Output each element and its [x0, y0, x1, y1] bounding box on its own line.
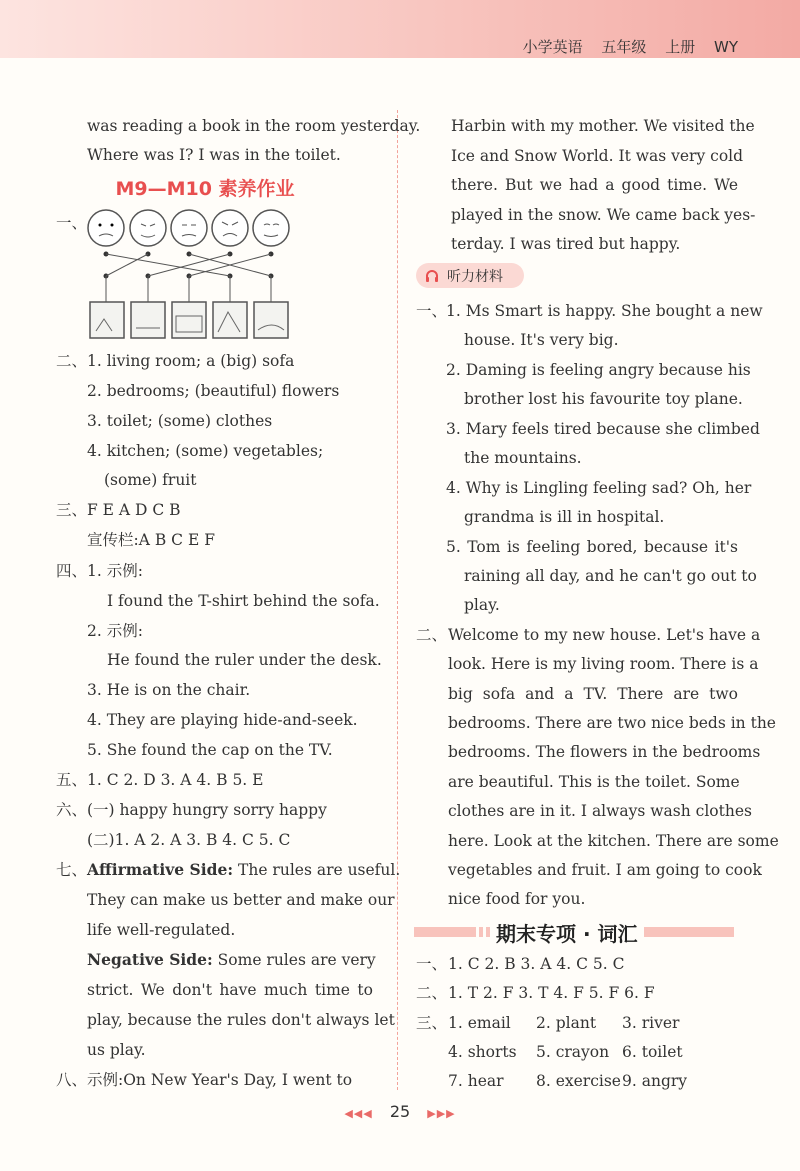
face-5 [253, 210, 289, 246]
header-grade: 五年级 [601, 38, 647, 56]
text-line: house. It's very big. [464, 331, 619, 349]
vocab-item: 7. hear [448, 1072, 504, 1090]
text-line: nice food for you. [448, 890, 586, 908]
text-line: 5. Tom is feeling bored, because it's [446, 538, 738, 556]
page-footer [0, 1102, 800, 1121]
answer-line: 4. They are playing hide-and-seek. [87, 711, 358, 729]
answer-line: 3. He is on the chair. [87, 681, 251, 699]
answer-line: us play. [87, 1041, 146, 1059]
vocab-item: 6. toilet [622, 1043, 683, 1061]
text-line: big sofa and a TV. There are two [448, 685, 738, 703]
picture-5 [254, 302, 288, 338]
text-line: vegetables and fruit. I am going to cook [448, 861, 762, 879]
answer-line: 2. bedrooms; (beautiful) flowers [87, 382, 340, 400]
picture-3 [172, 302, 206, 338]
text-line: the mountains. [464, 449, 582, 467]
text-line: 1. Ms Smart is happy. She bought a new [446, 302, 763, 320]
banner-bar-left [414, 927, 476, 937]
q8-label: 八、 [56, 1071, 88, 1089]
picture-2 [131, 302, 165, 338]
answer-line: (一) happy hungry sorry happy [87, 801, 327, 819]
v1-label: 一、 [416, 955, 448, 973]
q1-label: 一、 [56, 214, 88, 232]
picture-4 [213, 302, 247, 338]
answer-line: F E A D C B [87, 501, 181, 519]
l2-label: 二、 [416, 626, 448, 644]
answer-line: play, because the rules don't always let [87, 1011, 395, 1029]
vocab-item: 9. angry [622, 1072, 688, 1090]
vocabulary-title: 期末专项 · 词汇 [490, 918, 644, 947]
answer-line: They can make us better and make our [87, 891, 395, 909]
affirmative-label: Affirmative Side: [87, 860, 234, 879]
q5-label: 五、 [56, 771, 88, 789]
answer-line: 1. 示例: [87, 562, 143, 580]
face-4 [212, 210, 248, 246]
text-line: bedrooms. There are two nice beds in the [448, 714, 776, 732]
answer-line: life well-regulated. [87, 921, 236, 939]
matching-diagram [86, 206, 298, 346]
answer-line: 示例:On New Year's Day, I went to [87, 1071, 353, 1089]
header-info [509, 36, 738, 57]
intro-line: was reading a book in the room yesterday. [87, 117, 421, 135]
q7-label: 七、 [56, 861, 88, 879]
text-line: play. [464, 596, 500, 614]
vocabulary-banner [414, 918, 734, 946]
vocab-item: 8. exercise [536, 1072, 621, 1090]
negative-line [87, 950, 376, 970]
q2-label: 二、 [56, 352, 88, 370]
answer-line: (二)1. A 2. A 3. B 4. C 5. C [87, 831, 291, 849]
answer-line: He found the ruler under the desk. [107, 651, 382, 669]
face-2 [130, 210, 166, 246]
text-line: Ice and Snow World. It was very cold [451, 147, 744, 165]
answer-line: 4. kitchen; (some) vegetables; [87, 442, 324, 460]
negative-label: Negative Side: [87, 950, 213, 969]
matching-lines [106, 254, 271, 302]
face-1 [88, 210, 124, 246]
answer-line: 5. She found the cap on the TV. [87, 741, 333, 759]
answer-line: 1. C 2. B 3. A 4. C 5. C [448, 955, 625, 973]
vocab-item: 5. crayon [536, 1043, 610, 1061]
listening-title-pill [416, 263, 524, 288]
text-line: bedrooms. The flowers in the bedrooms [448, 743, 761, 761]
header-edition: WY [714, 38, 738, 56]
negative-text: Some rules are very [217, 951, 376, 969]
text-line: 3. Mary feels tired because she climbed [446, 420, 760, 438]
text-line: raining all day, and he can't go out to [464, 567, 757, 585]
answer-line: strict. We don't have much time to [87, 981, 373, 999]
q6-label: 六、 [56, 801, 88, 819]
answer-line: 1. C 2. D 3. A 4. B 5. E [87, 771, 264, 789]
banner-bar-right [644, 927, 734, 937]
text-line: 4. Why is Lingling feeling sad? Oh, her [446, 479, 752, 497]
l1-label: 一、 [416, 302, 448, 320]
text-line: Harbin with my mother. We visited the [451, 117, 755, 135]
text-line: Welcome to my new house. Let's have a [448, 626, 761, 644]
face-3 [171, 210, 207, 246]
v3-label: 三、 [416, 1014, 448, 1032]
text-line: played in the snow. We came back yes- [451, 206, 756, 224]
answer-line: 2. 示例: [87, 622, 143, 640]
vocab-item: 2. plant [536, 1014, 597, 1032]
column-divider [397, 110, 398, 1090]
page-header [0, 0, 800, 58]
headphones-icon [425, 269, 439, 283]
answer-line: 3. toilet; (some) clothes [87, 412, 273, 430]
text-line: terday. I was tired but happy. [451, 235, 681, 253]
picture-1 [90, 302, 124, 338]
header-volume: 上册 [665, 38, 696, 56]
vocab-item: 1. email [448, 1014, 511, 1032]
vocab-item: 3. river [622, 1014, 680, 1032]
v2-label: 二、 [416, 984, 448, 1002]
intro-line: Where was I? I was in the toilet. [87, 146, 341, 164]
text-line: brother lost his favourite toy plane. [464, 390, 743, 408]
answer-line: (some) fruit [104, 471, 197, 489]
right-arrows-icon: ▶▶▶ [427, 1107, 456, 1120]
q3-label: 三、 [56, 501, 88, 519]
header-subject: 小学英语 [522, 38, 583, 56]
section-title: M9—M10 素养作业 [115, 178, 295, 200]
text-line: clothes are in it. I always wash clothes [448, 802, 752, 820]
answer-line: I found the T-shirt behind the sofa. [107, 592, 380, 610]
page-number: 25 [389, 1102, 411, 1121]
text-line: here. Look at the kitchen. There are some [448, 832, 779, 850]
text-line: grandma is ill in hospital. [464, 508, 665, 526]
vocab-item: 4. shorts [448, 1043, 517, 1061]
text-line: look. Here is my living room. There is a [448, 655, 759, 673]
q4-label: 四、 [56, 562, 88, 580]
text-line: are beautiful. This is the toilet. Some [448, 773, 740, 791]
left-arrows-icon: ◀◀◀ [344, 1107, 373, 1120]
answer-line: 1. T 2. F 3. T 4. F 5. F 6. F [448, 984, 655, 1002]
listening-title: 听力材料 [447, 268, 503, 285]
text-line: 2. Daming is feeling angry because his [446, 361, 751, 379]
answer-line: 1. living room; a (big) sofa [87, 352, 295, 370]
answer-line: 宣传栏:A B C E F [87, 531, 215, 549]
affirmative-line [87, 860, 400, 880]
text-line: there. But we had a good time. We [451, 176, 738, 194]
affirmative-text: The rules are useful. [238, 861, 401, 879]
